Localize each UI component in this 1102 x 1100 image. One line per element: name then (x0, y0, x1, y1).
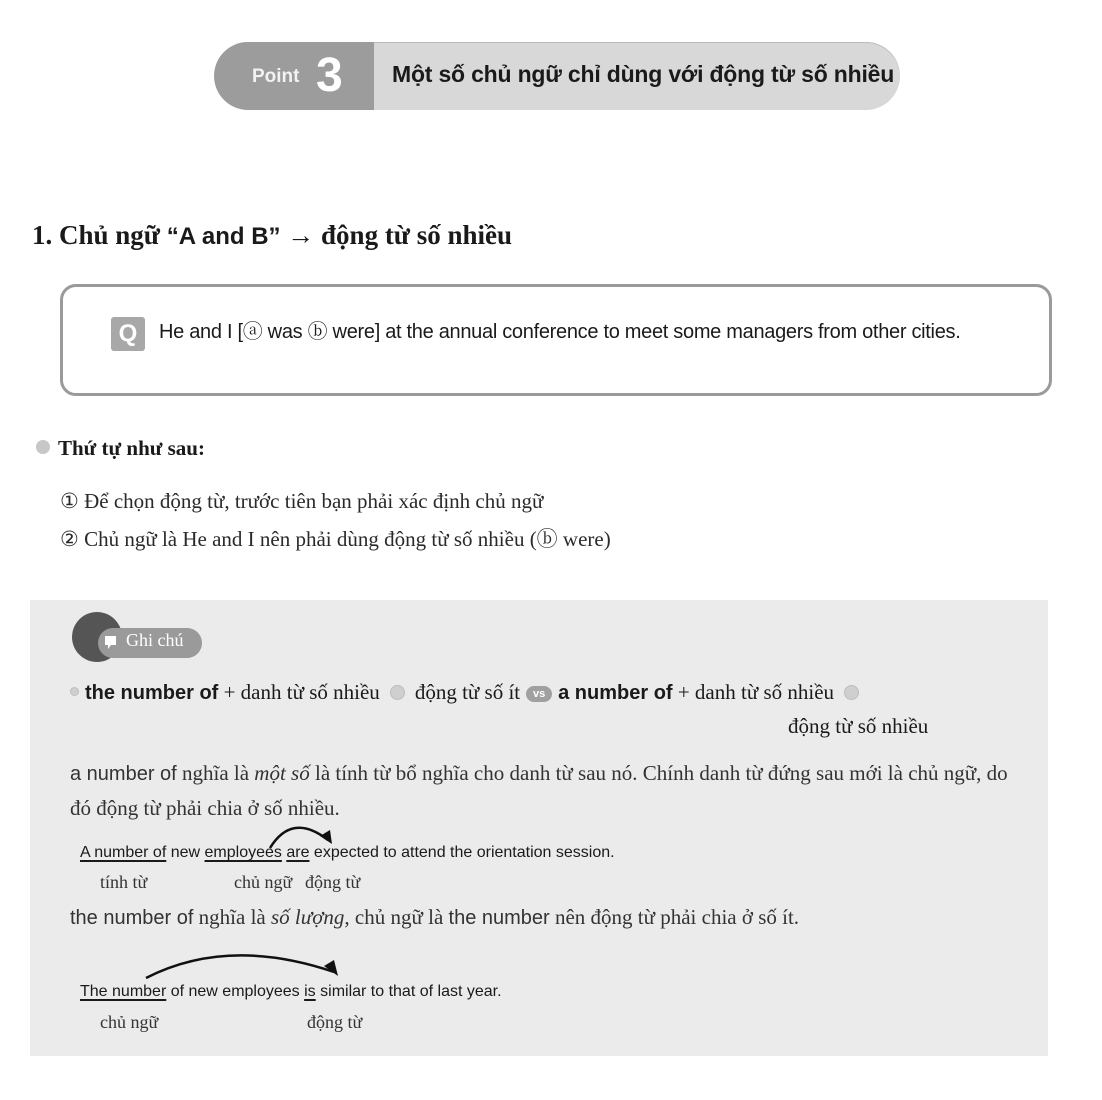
point-word: Point (252, 66, 300, 87)
ex1-underline-3: are (286, 844, 310, 861)
section-suffix: động từ số nhiều (321, 220, 513, 250)
para2-lead: the number of (70, 907, 194, 929)
ex1-tag-verb: động từ (305, 872, 361, 892)
para2-italic: số lượng (270, 905, 345, 929)
curved-arrow-icon-2 (138, 944, 348, 984)
para2-mid: nghĩa là (193, 905, 271, 929)
section-heading (32, 220, 512, 251)
ex2-underline-1: The number (80, 983, 167, 1000)
para2-rest: nên động từ phải chia ở số ít. (549, 905, 800, 929)
order-step-2: ② Chủ ngữ là He and I nên phải dùng động từ số nhiều (ⓑ were) (60, 527, 611, 551)
order-heading (36, 436, 205, 461)
rule-right-result: động từ số nhiều (788, 714, 929, 738)
point-title: Một số chủ ngữ chỉ dùng với động từ số nhiều (392, 61, 895, 87)
section-subject: “A and B” (166, 223, 281, 250)
rule-left-rest: + danh từ số nhiều (223, 680, 380, 704)
rule-left-result: động từ số ít (414, 680, 521, 704)
note-tab-label: Ghi chú (126, 630, 184, 650)
section-number: 1. (32, 220, 53, 250)
bullet-dot-icon (36, 440, 50, 454)
para1-rest: là tính từ bổ nghĩa cho danh từ sau nó. Chính danh từ đứng sau mới là chủ ngữ, do đó động từ phải chia ở số nhiều. (70, 761, 1008, 820)
point-banner (214, 42, 900, 110)
ex2-tag-subject: chủ ngữ (100, 1012, 159, 1032)
para2-sans: the number (448, 907, 550, 929)
circle-arrow-icon (390, 685, 405, 700)
note-paragraph-1 (70, 756, 1030, 825)
para1-italic: một số (254, 761, 310, 785)
ex1-text-3: expected to attend the orientation session. (309, 844, 615, 861)
example-sentence-1 (80, 844, 615, 862)
question-box (60, 284, 1052, 396)
example-sentence-2 (80, 983, 502, 1001)
ex1-underline-2: employees (204, 844, 282, 861)
para1-mid: nghĩa là (176, 761, 255, 785)
ex2-tag-verb: động từ (307, 1012, 363, 1032)
vs-badge: vs (526, 686, 552, 702)
small-bullet-icon (70, 687, 79, 696)
section-prefix: Chủ ngữ (59, 220, 160, 250)
order-heading-text: Thứ tự như sau: (58, 436, 205, 460)
rule-right-rest: + danh từ số nhiều (677, 680, 835, 704)
ex1-tag-adjective: tính từ (100, 872, 148, 892)
rule-line-1 (70, 680, 869, 705)
speech-face-icon (102, 634, 120, 652)
circle-arrow-icon-2 (844, 685, 859, 700)
arrow-icon: → (287, 220, 315, 250)
ex2-text-2: similar to that of last year. (315, 983, 502, 1000)
rule-right-bold: a number of (558, 682, 673, 704)
ex2-underline-2: is (304, 983, 316, 1000)
ex2-text-1: of new employees (166, 983, 305, 1000)
note-tab (72, 612, 202, 662)
para1-lead: a number of (70, 763, 177, 785)
rule-left-bold: the number of (85, 682, 219, 704)
para2-mid2: , chủ ngữ là (344, 905, 449, 929)
ex1-text-1: new (166, 844, 205, 861)
ex1-tag-subject: chủ ngữ (234, 872, 293, 892)
ex1-underline-1: A number of (80, 844, 167, 861)
point-number: 3 (316, 49, 343, 102)
order-step-1: ① Để chọn động từ, trước tiên bạn phải xác định chủ ngữ (60, 489, 544, 513)
note-paragraph-2 (70, 900, 1030, 935)
question-badge: Q (111, 317, 145, 351)
question-text: He and I [ⓐ was ⓑ were] at the annual conference to meet some managers from other cities. (159, 321, 961, 343)
